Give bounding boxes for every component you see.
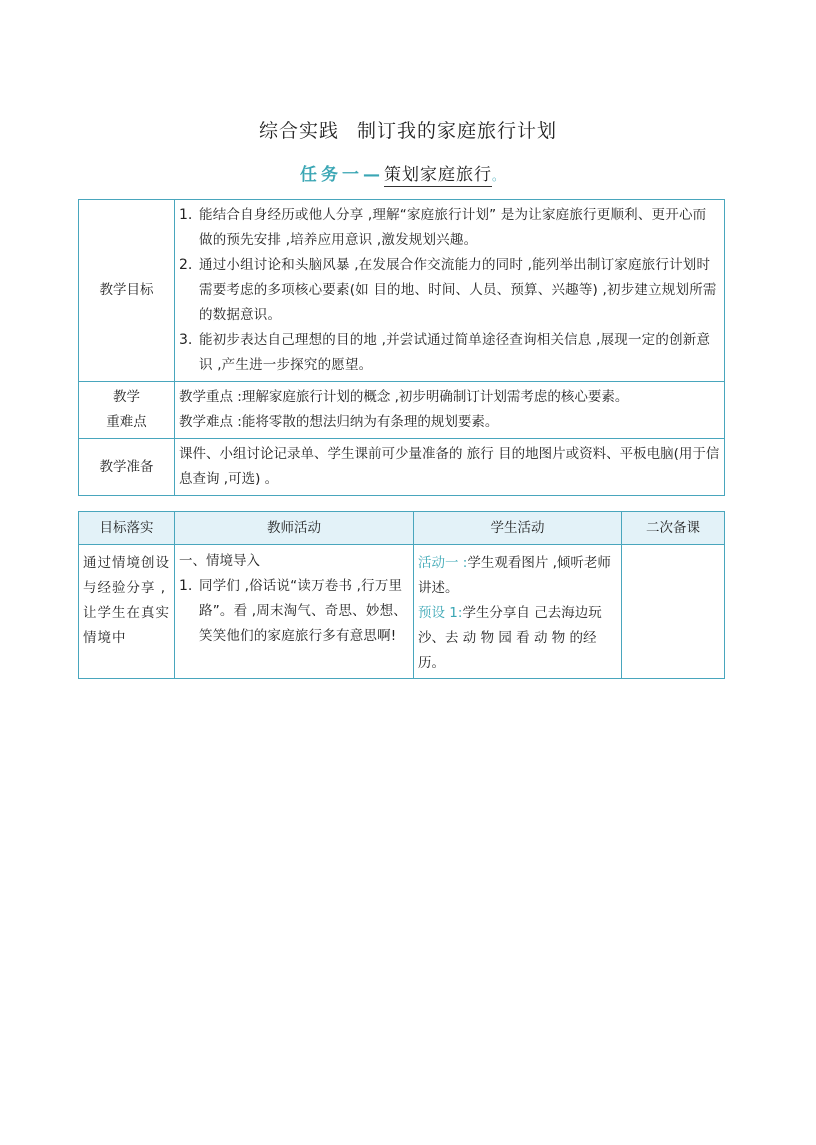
- goal-text: 能结合自身经历或他人分享 ,理解“家庭旅行计划” 是为让家庭旅行更顺利、更开心而做的预先安排 ,培养应用意识 ,激发规划兴趣。: [199, 207, 707, 248]
- activity-label: 活动一 :: [418, 555, 468, 571]
- key-label-line2: 重难点: [106, 414, 147, 430]
- preset-label: 预设 1:: [418, 605, 463, 621]
- difficult-point: 教学难点 :能将零散的想法归纳为有条理的规划要素。: [179, 414, 499, 430]
- title-part1: 综合实践: [258, 120, 339, 142]
- student-preset: [418, 601, 617, 676]
- title-part2: 制订我的家庭旅行计划: [357, 120, 558, 142]
- teacher-item: [179, 574, 409, 649]
- lesson-plan-table: [78, 199, 725, 496]
- activity-table: [78, 511, 725, 679]
- activity-row: [79, 545, 725, 679]
- preset-text: 学生分享自 己去海边玩沙、去 动 物 园 看 动 物 的经历。: [418, 605, 602, 671]
- key-points-content: [175, 382, 725, 439]
- goal-item: [179, 328, 720, 378]
- student-activity: [418, 551, 617, 601]
- goals-content: [175, 200, 725, 382]
- goal-cell: [79, 545, 175, 679]
- goal-number: 2.: [179, 257, 193, 273]
- goal-item: [179, 203, 720, 253]
- key-points-row: [79, 382, 725, 439]
- goal-cell-text: 通过情境创设与经验分享 ,让学生在真实情境中: [83, 555, 170, 646]
- goal-number: 3.: [179, 332, 193, 348]
- preparation-content: 课件、小组讨论记录单、学生课前可少量准备的 旅行 目的地图片或资料、平板电脑(用于信息查询 ,可选) 。: [175, 439, 725, 496]
- goals-row: [79, 200, 725, 382]
- header-teacher: 教师活动: [175, 512, 414, 545]
- goal-text: 能初步表达自己理想的目的地 ,并尝试通过简单途径查询相关信息 ,展现一定的创新意识 ,产生进一步探究的愿望。: [199, 332, 711, 373]
- key-points-label: [79, 382, 175, 439]
- goal-item: [179, 253, 720, 328]
- goal-text: 通过小组讨论和头脑风暴 ,在发展合作交流能力的同时 ,能列举出制订家庭旅行计划时需要考虑的多项核心要素(如 目的地、时间、人员、预算、兴趣等) ,初步建立规划所需的数据意识。: [199, 257, 717, 323]
- task-dot: 。: [492, 169, 505, 183]
- task-name: 策划家庭旅行: [384, 165, 492, 185]
- activity-text: 学生观看图片 ,倾听老师讲述。: [418, 555, 611, 596]
- key-point: 教学重点 :理解家庭旅行计划的概念 ,初步明确制订计划需考虑的核心要素。: [179, 389, 629, 405]
- document-title: [0, 116, 816, 143]
- goal-number: 1.: [179, 207, 193, 223]
- activity-header-row: [79, 512, 725, 545]
- header-secondary: 二次备课: [622, 512, 725, 545]
- goals-label: 教学目标: [79, 200, 175, 382]
- key-label-line1: 教学: [113, 389, 140, 405]
- teacher-item-number: 1.: [179, 578, 193, 594]
- student-cell: [414, 545, 622, 679]
- header-goal: 目标落实: [79, 512, 175, 545]
- teacher-heading: 一、情境导入: [179, 553, 260, 569]
- preparation-row: [79, 439, 725, 496]
- teacher-item-text: 同学们 ,俗话说“读万卷书 ,行万里路”。看 ,周末淘气、奇思、妙想、笑笑他们的家庭旅行多有意思啊!: [199, 578, 407, 644]
- teacher-cell: [175, 545, 414, 679]
- task-dash: —: [363, 165, 384, 185]
- secondary-cell: [622, 545, 725, 679]
- task-subtitle: [300, 160, 504, 185]
- task-label: 任务一: [300, 165, 363, 185]
- preparation-label: 教学准备: [79, 439, 175, 496]
- header-student: 学生活动: [414, 512, 622, 545]
